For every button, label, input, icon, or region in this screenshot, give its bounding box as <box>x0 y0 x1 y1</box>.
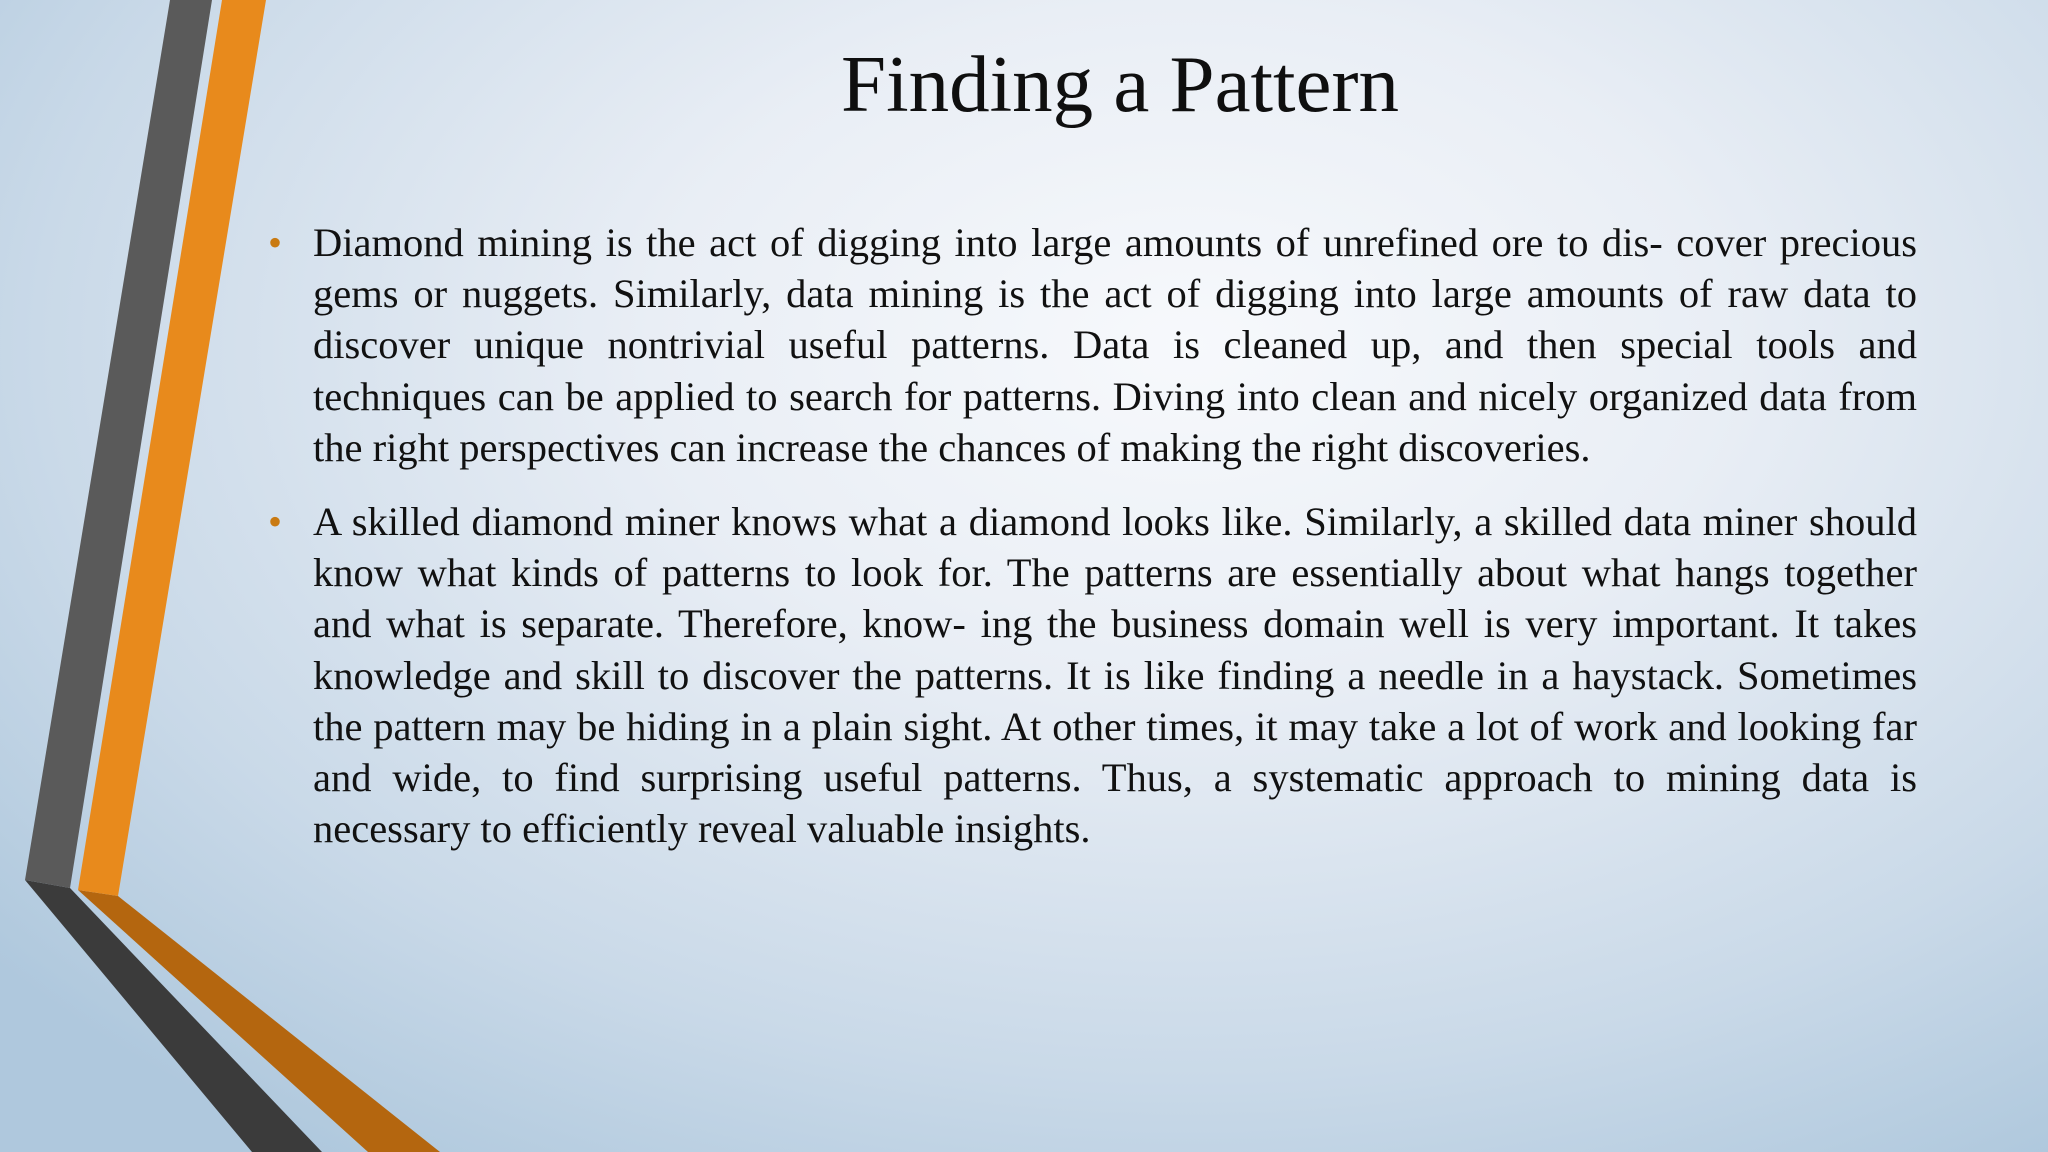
bullet-item-skilled-miner <box>268 496 1917 854</box>
bullet-item-diamond-mining <box>268 217 1917 473</box>
bullet-dot-icon: • <box>268 220 283 265</box>
bullet-text: Diamond mining is the act of digging into large amounts of unrefined ore to dis- cover precious gems or nuggets. Similarly, data mining is the act of digging into large amounts of raw data to discover unique nontrivial useful patterns. Data is cleaned up, and then special tools and techniques can be applied to search for patterns. Diving into clean and nicely organized data from the right perspectives can increase the chances of making the right discoveries. <box>313 220 1917 470</box>
slide-title: Finding a Pattern <box>841 39 1399 129</box>
bullet-dot-icon: • <box>268 499 283 545</box>
bullet-text: A skilled diamond miner knows what a diamond looks like. Similarly, a skilled data miner should know what kinds of patterns to look for. The patterns are essentially about what hangs together and what is separate. Therefore, know- ing the business domain well is very important. It takes knowledge and skill to discover the patterns. It is like finding a needle in a haystack. Sometimes the pattern may be hiding in a plain sight. At other times, it may take a lot of work and looking far and wide, to find surprising useful patterns. Thus, a systematic approach to mining data is necessary to efficiently reveal valuable insights. <box>313 499 1917 852</box>
bullet-list <box>268 217 1917 877</box>
gray-stripe-bottom <box>25 880 322 1152</box>
